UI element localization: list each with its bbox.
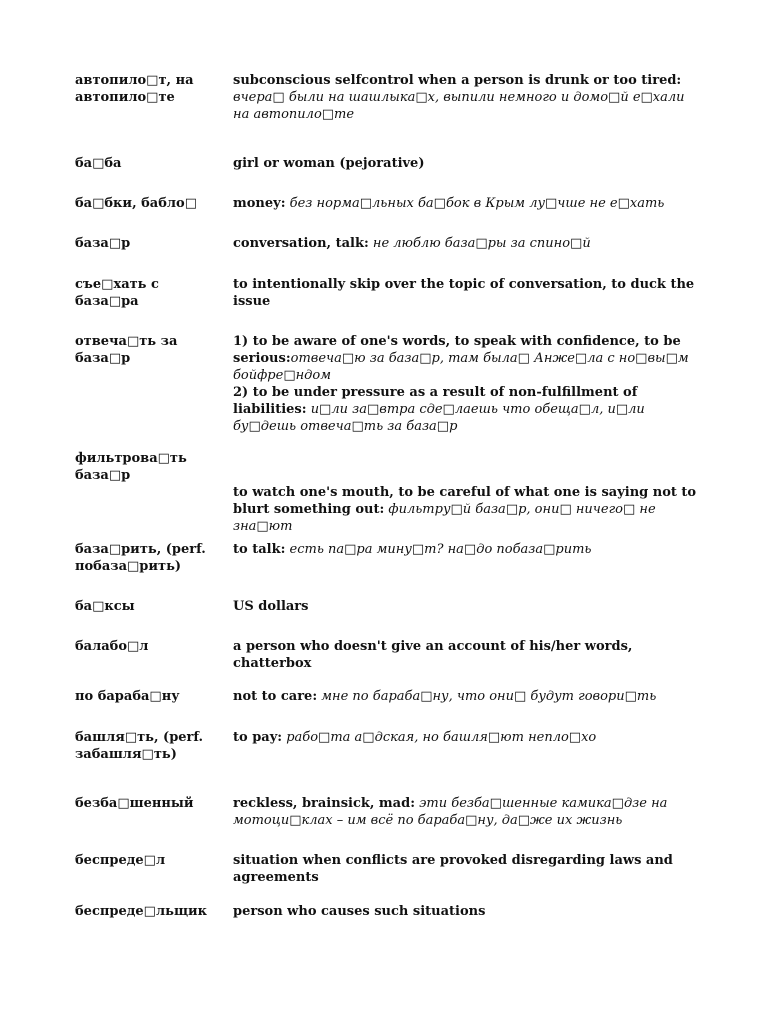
entry-definition (233, 541, 703, 558)
example-text: без норма□льных ба□бок в Крым лу□чше не е□хать (289, 196, 665, 211)
entry-definition (233, 72, 703, 123)
definition-text: to watch one's mouth, to be careful of what one is saying not to blurt something out: (233, 485, 697, 517)
definition-text: a person who doesn't give an account of his/her words, chatterbox (233, 639, 633, 671)
example-text: фильтру□й база□р, они□ ничего□ не зна□ют (233, 502, 656, 534)
definition-text: conversation, talk: (233, 236, 369, 251)
definition-text: girl or woman (pejorative) (233, 156, 425, 171)
definition-text: situation when conflicts are provoked disregarding laws and agreements (233, 853, 673, 885)
example-text: отвеча□ю за база□р, там была□ Анже□ла с но□вы□м бойфре□ндом (233, 351, 689, 383)
entry-definition (233, 688, 703, 705)
definition-subsense (233, 384, 703, 435)
entry-term: база□р (75, 236, 131, 251)
definition-text: subconscious selfcontrol when a person is drunk or too tired: (233, 73, 682, 88)
entry-definition (233, 155, 703, 172)
entry-term: фильтрова□ть база□р (75, 451, 187, 483)
entry-term: отвеча□ть за база□р (75, 334, 178, 366)
example-text: рабо□та а□дская, но башля□ют непло□хо (286, 730, 597, 745)
entry-definition (233, 729, 703, 746)
definition-text: reckless, brainsick, mad: (233, 796, 415, 811)
entry-term: база□рить, (perf. побаза□рить) (75, 542, 206, 574)
example-text: вчера□ были на шашлыка□х, выпили немного и домо□й е□хали на автопило□те (233, 90, 685, 122)
entry-term: безба□шенный (75, 796, 194, 811)
definition-text: 1) to be aware of one's words, to speak with confidence, to be serious: (233, 334, 681, 366)
example-text: есть па□ра мину□т? на□до побаза□рить (289, 542, 592, 557)
definition-text: person who causes such situations (233, 904, 486, 919)
definition-text: not to care: (233, 689, 318, 704)
entry-definition (233, 276, 703, 310)
definition-text: to intentionally skip over the topic of conversation, to duck the issue (233, 277, 695, 309)
example-text: и□ли за□втра сде□лаешь что обеща□л, и□ли бу□дешь отвеча□ть за база□р (233, 402, 645, 434)
definition-text: money: (233, 196, 286, 211)
entry-definition (233, 235, 703, 252)
entry-definition (233, 852, 703, 886)
definition-text: 2) to be under pressure as a result of non-fulfillment of liabilities: (233, 385, 638, 417)
entry-term: беспреде□л (75, 853, 166, 868)
entry-term: автопило□т, на автопило□те (75, 73, 194, 105)
entry-definition (233, 598, 703, 615)
entry-definition (233, 903, 703, 920)
entry-term: ба□бки, бабло□ (75, 196, 198, 211)
definition-text: to talk: (233, 542, 286, 557)
entry-term: ба□ба (75, 156, 122, 171)
example-text: эти безба□шенные камика□дзе на мотоци□клах – им всё по бараба□ну, да□же их жизнь (233, 796, 668, 828)
example-text: мне по бараба□ну, что они□ будут говори□ть (321, 689, 657, 704)
entry-term: беспреде□льщик (75, 904, 208, 919)
entry-definition (233, 484, 703, 535)
entry-definition (233, 795, 703, 829)
definition-text: US dollars (233, 599, 309, 614)
entry-term: по бараба□ну (75, 689, 180, 704)
entry-term: башля□ть, (perf. забашля□ть) (75, 730, 204, 762)
example-text: не люблю база□ры за спино□й (372, 236, 591, 251)
entry-definition (233, 638, 703, 672)
entry-definition (233, 195, 703, 212)
entry-definition (233, 333, 703, 435)
entry-term: ба□ксы (75, 599, 135, 614)
entry-term: балабо□л (75, 639, 149, 654)
entry-term: съе□хать с база□ра (75, 277, 159, 309)
definition-text: to pay: (233, 730, 283, 745)
